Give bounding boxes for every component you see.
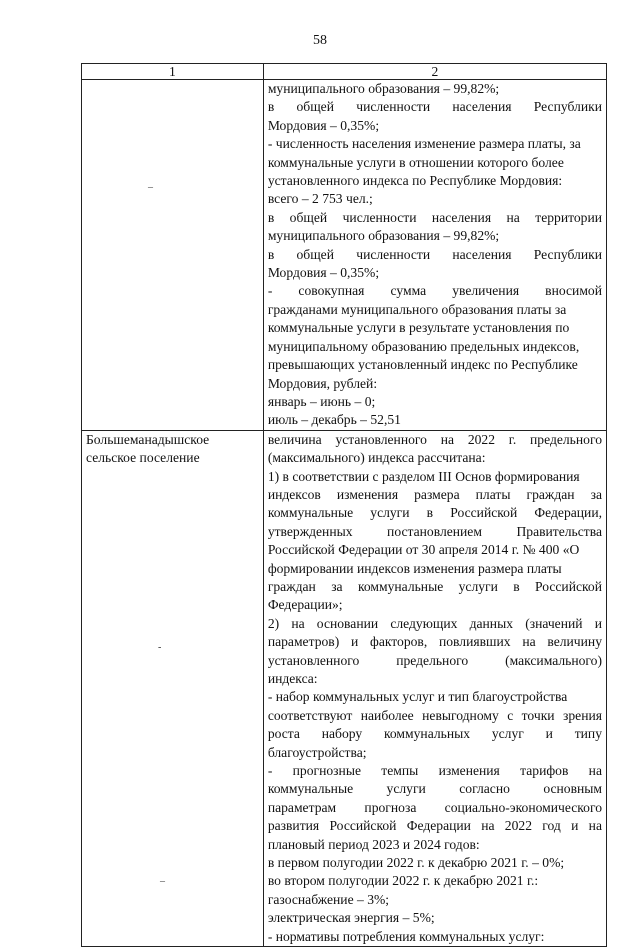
cell-text-line: Большеманадышское	[86, 431, 210, 447]
cell-text-line: - численность населения изменение размера платы, за	[267, 136, 581, 152]
scan-mark: -	[158, 642, 162, 653]
cell-text-line: коммунальные услуги в результате установления по	[267, 320, 570, 336]
cell-text-line: формировании индексов изменения размера платы	[267, 560, 562, 576]
table-row	[82, 80, 607, 431]
cell-text-line: утвержденных постановлением Правительства	[267, 523, 602, 539]
cell-text-line: установленного индекса по Республике Мордовия:	[267, 173, 563, 189]
cell-text-line: во втором полугодии 2022 г. к декабрю 2021 г.:	[267, 873, 539, 889]
cell-text-line: Российской Федерации от 30 апреля 2014 г. № 400 «О	[267, 542, 580, 558]
cell-text-line: развития Российской Федерации на 2022 год и на	[267, 818, 602, 834]
row-2-col-1	[82, 430, 264, 946]
cell-text-line: гражданами муниципального образования платы за	[267, 301, 567, 317]
cell-text-line: коммунальные услуги в Российской Федерации,	[267, 505, 602, 521]
cell-text-line: всего – 2 753 чел.;	[267, 191, 373, 207]
cell-text-line: Федерации»;	[267, 597, 343, 613]
cell-text-line: муниципального образования – 99,82%;	[267, 81, 500, 96]
cell-text-line: июль – декабрь – 52,51	[267, 412, 401, 428]
table-row	[82, 430, 607, 946]
scan-mark: –	[148, 182, 153, 193]
scan-mark: –	[160, 876, 165, 887]
row-2-col-2	[263, 430, 606, 946]
cell-text-line: граждан за коммунальные услуги в Российской	[267, 578, 602, 594]
cell-text-line: Мордовия, рублей:	[267, 375, 378, 391]
row-1-col-1	[82, 80, 264, 431]
document-table	[81, 63, 607, 947]
cell-text-line: (максимального) индекса рассчитана:	[267, 450, 486, 466]
cell-text-line: - набор коммунальных услуг и тип благоустройства	[267, 689, 568, 705]
cell-text-line: параметров) и факторов, повлиявших на величину	[267, 634, 602, 650]
cell-text-line: сельское поселение	[86, 450, 200, 466]
cell-text-line: плановый период 2023 и 2024 годов:	[267, 836, 480, 852]
cell-text-line: - прогнозные темпы изменения тарифов на	[267, 763, 602, 779]
cell-text-line: январь – июнь – 0;	[267, 393, 376, 409]
cell-text-line: 1) в соответствии с разделом III Основ формирования	[267, 468, 580, 484]
table-header-row	[82, 64, 607, 80]
cell-text-line: в общей численности населения Республики	[267, 99, 602, 115]
cell-text-line: - совокупная сумма увеличения вносимой	[267, 283, 602, 299]
cell-text-line: индекса:	[267, 671, 318, 686]
cell-text-line: коммунальные услуги согласно основным	[267, 781, 602, 797]
header-cell-1: 1	[82, 64, 264, 80]
cell-text-line: в первом полугодии 2022 г. к декабрю 2021 г. – 0%;	[267, 855, 565, 871]
cell-text-line: величина установленного на 2022 г. предельного	[267, 431, 602, 447]
cell-text-line: коммунальные услуги в отношении которого более	[267, 154, 564, 170]
page-number: 58	[313, 33, 327, 48]
cell-text-line: электрическая энергия – 5%;	[267, 910, 435, 926]
cell-text-line: - нормативы потребления коммунальных услуг:	[267, 928, 545, 944]
header-cell-2: 2	[263, 64, 606, 80]
cell-text-line: муниципального образования – 99,82%;	[267, 228, 500, 244]
cell-text-line: в общей численности населения на территории	[267, 209, 602, 225]
cell-text-line: соответствуют наиболее невыгодному с точки зрения	[267, 707, 602, 723]
cell-text-line: Мордовия – 0,35%;	[267, 265, 380, 281]
row-1-col-2	[263, 80, 606, 431]
cell-text-line: муниципальному образованию предельных индексов,	[267, 338, 580, 354]
cell-text-line: индексов изменения размера платы граждан за	[267, 486, 602, 502]
cell-text-line: газоснабжение – 3%;	[267, 891, 390, 907]
cell-text-line: в общей численности населения Республики	[267, 246, 602, 262]
cell-text-line: роста набору коммунальных услуг и типу	[267, 726, 602, 742]
cell-text-line: Мордовия – 0,35%;	[267, 117, 380, 133]
cell-text-line: благоустройства;	[267, 744, 367, 760]
cell-text-line: установленного предельного (максимального)	[267, 652, 602, 668]
cell-text-line: превышающих установленный индекс по Республике	[267, 357, 578, 373]
cell-text-line: параметрам прогноза социально-экономического	[267, 799, 602, 815]
cell-text-line: 2) на основании следующих данных (значений и	[267, 615, 602, 631]
